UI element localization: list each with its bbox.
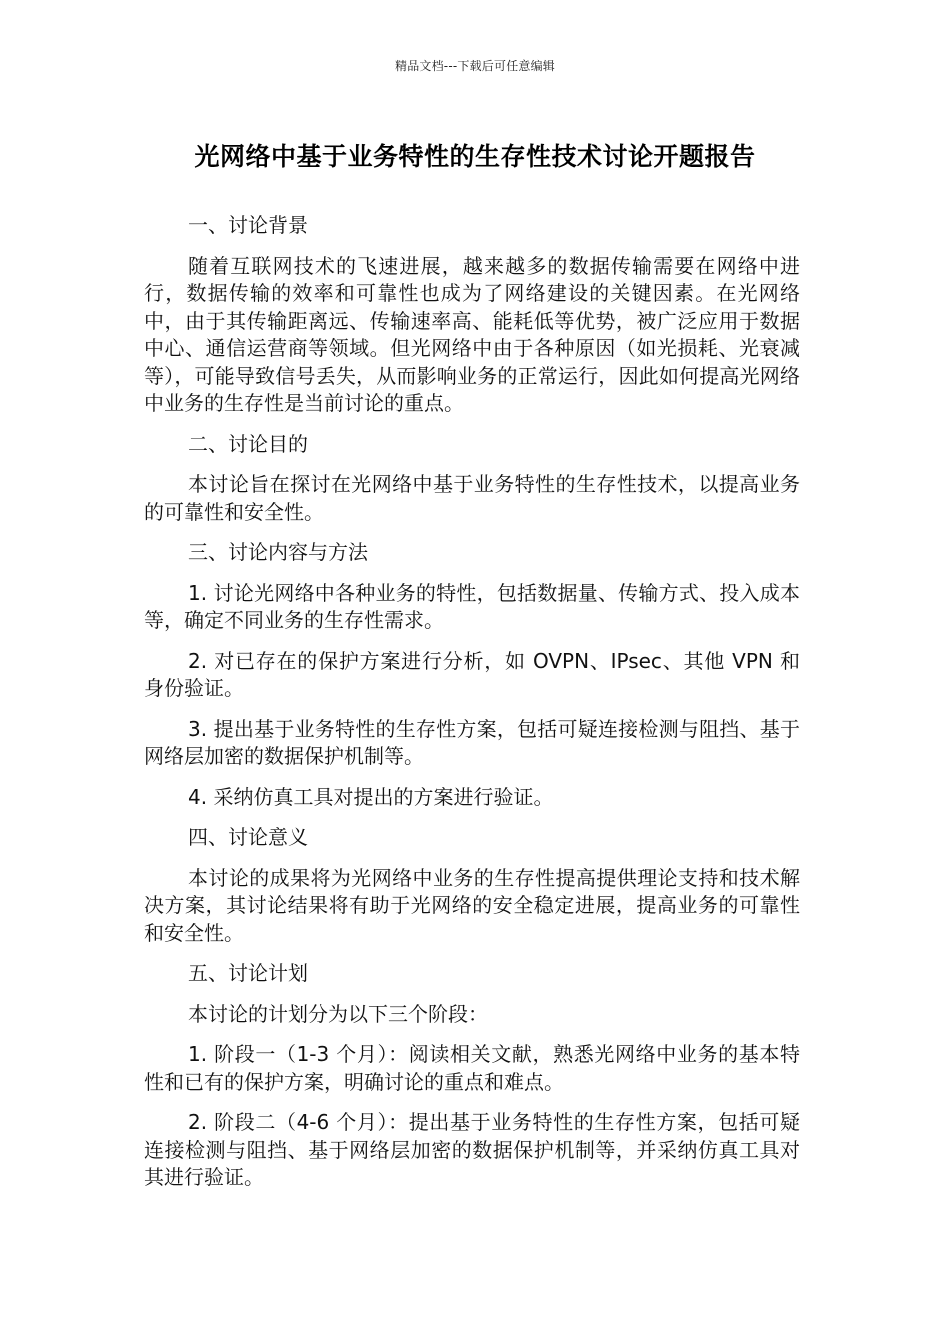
list-item-plan-stage-2: 2. 阶段二（4-6 个月）：提出基于业务特性的生存性方案，包括可疑连接检测与阻挡、基于网络层加密的数据保护机制等，并采纳仿真工具对其进行验证。	[144, 1110, 800, 1189]
document-title: 光网络中基于业务特性的生存性技术讨论开题报告	[194, 142, 756, 171]
section-heading-plan: 五、讨论计划	[188, 961, 308, 985]
paragraph-significance: 本讨论的成果将为光网络中业务的生存性提高提供理论支持和技术解决方案，其讨论结果将有助于光网络的安全稳定进展，提高业务的可靠性和安全性。	[144, 865, 800, 945]
list-item-method-2: 2. 对已存在的保护方案进行分析，如 OVPN、IPsec、其他 VPN 和身份验证。	[144, 648, 800, 700]
paragraph-plan-intro: 本讨论的计划分为以下三个阶段：	[188, 1001, 488, 1026]
section-heading-significance: 四、讨论意义	[188, 825, 308, 849]
section-heading-content-methods: 三、讨论内容与方法	[188, 540, 368, 564]
header-note: 精品文档---下载后可任意编辑	[395, 59, 555, 73]
list-item-method-3: 3. 提出基于业务特性的生存性方案，包括可疑连接检测与阻挡、基于网络层加密的数据保护机制等。	[144, 716, 800, 768]
list-item-method-1: 1. 讨论光网络中各种业务的特性，包括数据量、传输方式、投入成本等，确定不同业务的生存性需求。	[144, 580, 800, 632]
paragraph-background: 随着互联网技术的飞速进展，越来越多的数据传输需要在网络中进行，数据传输的效率和可靠性也成为了网络建设的关键因素。在光网络中，由于其传输距离远、传输速率高、能耗低等优势，被广泛应用于数据中心、通信运营商等领域。但光网络中由于各种原因（如光损耗、光衰减等），可能导致信号丢失，从而影响业务的正常运行，因此如何提高光网络中业务的生存性是当前讨论的重点。	[144, 253, 800, 415]
list-item-plan-stage-1: 1. 阶段一（1-3 个月）：阅读相关文献，熟悉光网络中业务的基本特性和已有的保护方案，明确讨论的重点和难点。	[144, 1042, 800, 1094]
section-heading-purpose: 二、讨论目的	[188, 431, 308, 456]
document-body	[144, 212, 800, 1205]
list-item-method-4: 4. 采纳仿真工具对提出的方案进行验证。	[188, 784, 554, 809]
section-heading-background: 一、讨论背景	[188, 213, 308, 237]
paragraph-purpose: 本讨论旨在探讨在光网络中基于业务特性的生存性技术，以提高业务的可靠性和安全性。	[144, 472, 800, 524]
